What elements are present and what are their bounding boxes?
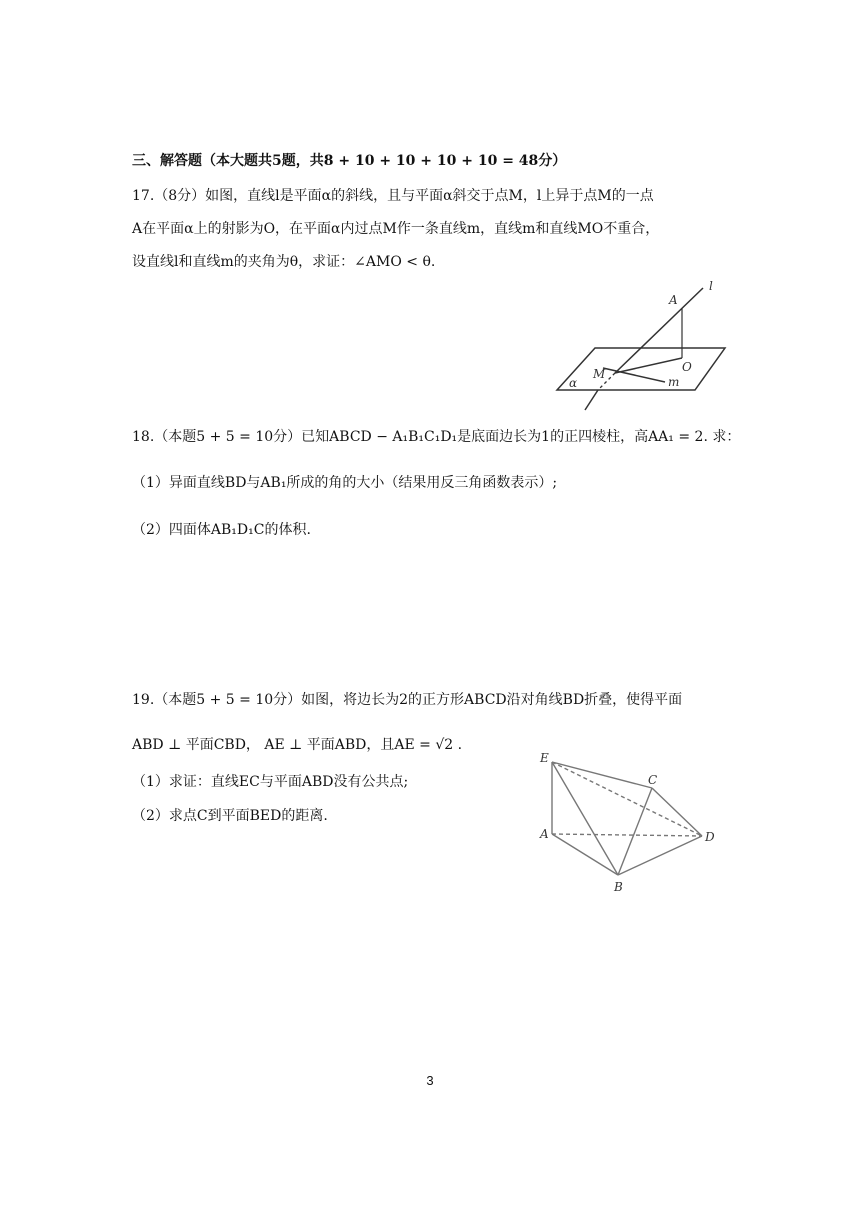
label-a: A — [669, 293, 678, 307]
line-m — [603, 368, 665, 382]
label-m-line: m — [668, 375, 680, 389]
edge-cd — [652, 788, 702, 836]
label-m-point: M — [593, 367, 606, 381]
edge-ed-hidden — [552, 762, 702, 836]
q17-line-3: 设直线l和直线m的夹角为θ，求证：∠AMO < θ. — [132, 254, 436, 270]
q19-part-1: （1）求证：直线EC与平面ABD没有公共点; — [132, 774, 409, 790]
q18-line-1: 18.（本题5 + 5 = 10分）已知ABCD − A₁B₁C₁D₁是底面边长为1的正四棱柱，高AA₁ = 2. 求： — [132, 429, 741, 445]
q19-part-2: （2）求点C到平面BED的距离. — [132, 808, 328, 824]
q19-line-1: 19.（本题5 + 5 = 10分）如图，将边长为2的正方形ABCD沿对角线BD折叠，使得平面 — [132, 692, 683, 708]
label-e: E — [540, 751, 549, 765]
line-l-below — [585, 390, 598, 410]
edge-ab — [552, 834, 618, 875]
label-o: O — [682, 360, 692, 374]
label-d: D — [705, 830, 715, 844]
q19-figure — [530, 748, 730, 898]
section-title: 三、解答题（本大题共5题，共8 + 10 + 10 + 10 + 10 = 48分） — [132, 153, 567, 169]
label-alpha: α — [569, 376, 578, 390]
label-l: l — [709, 279, 713, 293]
q18-part-1: （1）异面直线BD与AB₁所成的角的大小（结果用反三角函数表示）; — [132, 475, 558, 491]
label-b: B — [614, 880, 623, 894]
q17-line-2: A在平面α上的射影为O，在平面α内过点M作一条直线m，直线m和直线MO不重合， — [132, 221, 660, 237]
segment-mo — [615, 358, 682, 373]
plane-alpha-shape — [557, 348, 725, 390]
edge-ec — [552, 762, 652, 788]
q17-figure — [545, 276, 740, 416]
label-c: C — [648, 773, 658, 787]
label-a: A — [540, 827, 549, 841]
edge-ad-hidden — [552, 834, 702, 836]
q19-line-2: ABD ⊥ 平面CBD， AE ⊥ 平面ABD，且AE = √2 . — [132, 737, 463, 753]
q17-line-1: 17.（8分）如图，直线l是平面α的斜线，且与平面α斜交于点M，l上异于点M的一点 — [132, 188, 654, 204]
page-number: 3 — [426, 1073, 434, 1088]
q18-part-2: （2）四面体AB₁D₁C的体积. — [132, 522, 311, 538]
